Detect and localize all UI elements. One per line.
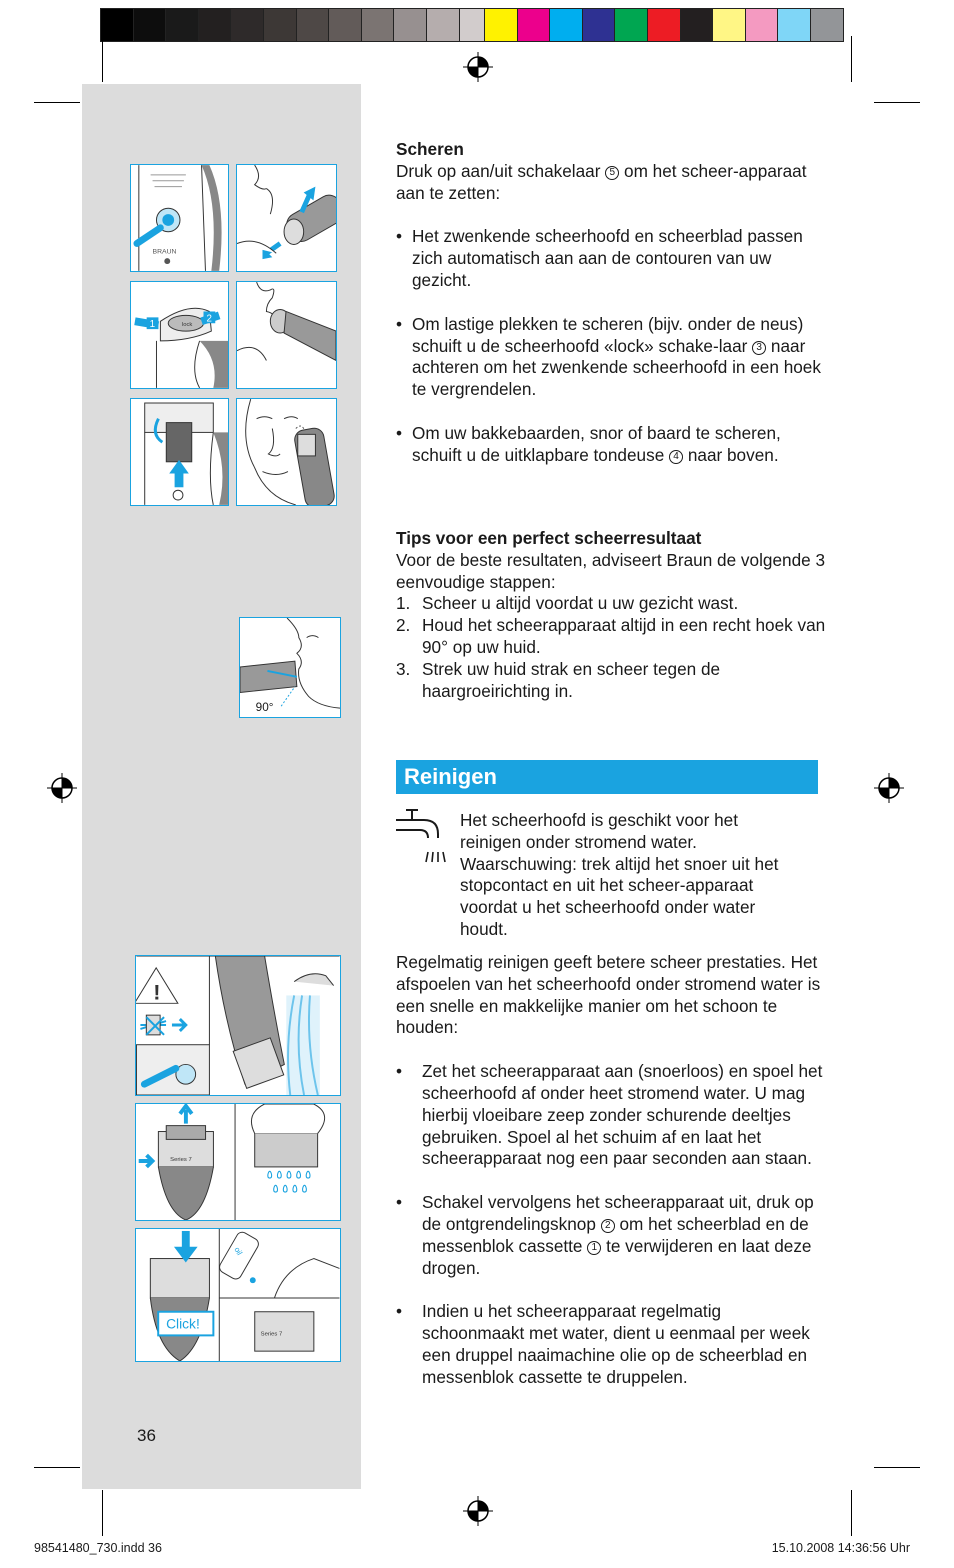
color-swatch: [263, 8, 297, 42]
tips-heading: Tips voor een perfect scheerresultaat: [396, 528, 702, 548]
oil-label: oil: [232, 1245, 245, 1257]
series-label-a: Series 7: [170, 1157, 192, 1164]
lock-label: lock: [181, 322, 193, 329]
callout-2-label: 2: [206, 313, 212, 325]
color-swatch: [165, 8, 199, 42]
color-calibration-bar: [484, 8, 843, 42]
ref-3-marker: 3: [752, 341, 766, 355]
ref-5-marker: 5: [605, 166, 619, 180]
figure-rinse-water: [135, 955, 341, 1096]
tips-intro: Voor de beste resultaten, adviseert Braun de volgende 3 eenvoudige stappen:: [396, 549, 826, 592]
reinigen-body: [396, 952, 826, 1389]
crop-mark: [34, 102, 80, 103]
tips-step: 2. Houd het scheerapparaat altijd in een recht hoek van 90° op uw huid.: [396, 615, 826, 657]
reinigen-para: Regelmatig reinigen geeft betere scheer prestaties. Het afspoelen van het scheerhoofd onder stromend water is een snelle en makkelijke manier om het schoon te houden:: [396, 952, 821, 1038]
click-label: Click!: [166, 1316, 200, 1332]
tips-step: 3. Strek uw huid strak en scheer tegen de haargroeirichting in.: [396, 658, 721, 701]
color-swatch: [296, 8, 330, 42]
reinigen-bullet-2: • Schakel vervolgens het scheerapparaat uit, druk op de ontgrendelingsknop 2 om het scheerblad en de messenblok cassette 1 te verwijderen en laat deze drogen.: [396, 1192, 826, 1279]
color-swatch: [745, 8, 779, 42]
color-swatch: [777, 8, 811, 42]
crop-mark: [874, 102, 920, 103]
ref-2-marker: 2: [601, 1219, 615, 1233]
brand-label: BRAUN: [152, 248, 177, 256]
color-swatch: [230, 8, 264, 42]
tips-section: [396, 528, 826, 702]
reinigen-heading: Reinigen: [396, 760, 818, 794]
figure-90-degree-angle: [239, 617, 341, 718]
footer-timestamp: 15.10.2008 14:36:56 Uhr: [771, 1541, 910, 1555]
grey-calibration-bar: [100, 8, 524, 42]
scheren-section: [396, 139, 826, 467]
registration-mark-icon: [47, 773, 77, 803]
crop-mark: [34, 1467, 80, 1468]
svg-text:٥ ٥ ٥ ٥: ٥ ٥ ٥ ٥: [272, 1182, 308, 1196]
color-swatch: [426, 8, 460, 42]
registration-mark-icon: [463, 52, 493, 82]
scheren-bullet-2: • Om lastige plekken te scheren (bijv. onder de neus) schuift u de scheerhoofd «lock» schake-laar 3 naar achteren om het zwenkende scheerhoofd in een hoek te vergrendelen.: [396, 314, 826, 401]
color-swatch: [614, 8, 648, 42]
color-swatch: [582, 8, 616, 42]
color-swatch: [361, 8, 395, 42]
scheren-intro: Druk op aan/uit schakelaar 5 om het scheer-apparaat aan te zetten:: [396, 160, 807, 203]
crop-mark: [874, 1467, 920, 1468]
color-swatch: [393, 8, 427, 42]
crop-mark: [102, 1490, 103, 1536]
registration-mark-icon: [874, 773, 904, 803]
tips-step: 1. Scheer u altijd voordat u uw gezicht wast.: [396, 593, 739, 614]
reinigen-bullet-3: • Indien u het scheerapparaat regelmatig schoonmaakt met water, dient u eenmaal per week een druppel naaimachine olie op de scheerblad en messenblok cassette te druppelen.: [396, 1301, 826, 1388]
svg-text:!: !: [153, 979, 161, 1005]
figure-oil-click: [135, 1228, 341, 1362]
color-swatch: [328, 8, 362, 42]
callout-1-label: 1: [149, 319, 156, 331]
figure-trim-sideburns: [236, 398, 337, 506]
ref-1-marker: 1: [587, 1241, 601, 1255]
color-swatch: [647, 8, 681, 42]
figure-shave-nose: [236, 164, 337, 272]
series-label-b: Series 7: [260, 1331, 283, 1338]
water-tap-icon: [394, 808, 446, 864]
color-swatch: [680, 8, 714, 42]
color-swatch: [100, 8, 134, 42]
figure-remove-cassette: [135, 1103, 341, 1221]
color-swatch: [712, 8, 746, 42]
color-swatch: [133, 8, 167, 42]
figure-trimmer-up: [130, 398, 229, 506]
crop-mark: [851, 36, 852, 82]
color-swatch: [517, 8, 551, 42]
scheren-bullet-1: • Het zwenkende scheerhoofd en scheerblad passen zich automatisch aan aan de contouren van uw gezicht.: [396, 226, 826, 291]
footer-file: 98541480_730.indd 36: [34, 1541, 162, 1555]
color-swatch: [484, 8, 518, 42]
color-swatch: [549, 8, 583, 42]
scheren-bullet-3: • Om uw bakkebaarden, snor of baard te scheren, schuift u de uitklapbare tondeuse 4 naar boven.: [396, 423, 826, 467]
figure-shave-angled: [236, 281, 337, 389]
page-number: 36: [137, 1426, 156, 1445]
angle-label: 90°: [255, 701, 274, 715]
figure-power-switch: [130, 164, 229, 272]
registration-mark-icon: [463, 1496, 493, 1526]
ref-4-marker: 4: [669, 450, 683, 464]
crop-mark: [102, 36, 103, 82]
figure-lock-switch: [130, 281, 229, 389]
svg-text:٥ ٥ ٥ ٥ ٥: ٥ ٥ ٥ ٥ ٥: [266, 1168, 312, 1182]
water-note: Het scheerhoofd is geschikt voor het reinigen onder stromend water. Waarschuwing: trek altijd het snoer uit het stopcontact en uit het scheer-apparaat voordat u het scheerhoofd onder water houdt.: [460, 810, 779, 939]
scheren-heading: Scheren: [396, 139, 464, 159]
reinigen-bullet-1: • Zet het scheerapparaat aan (snoerloos) en spoel het scheerhoofd af onder heet stromend water. U mag hierbij vloeibare zeep zonder schurende deeltjes gebruiken. Spoel al het schuim af en laat het scheerapparaat nog een paar seconden aan staan.: [396, 1061, 826, 1170]
color-swatch: [810, 8, 844, 42]
crop-mark: [851, 1490, 852, 1536]
color-swatch: [198, 8, 232, 42]
